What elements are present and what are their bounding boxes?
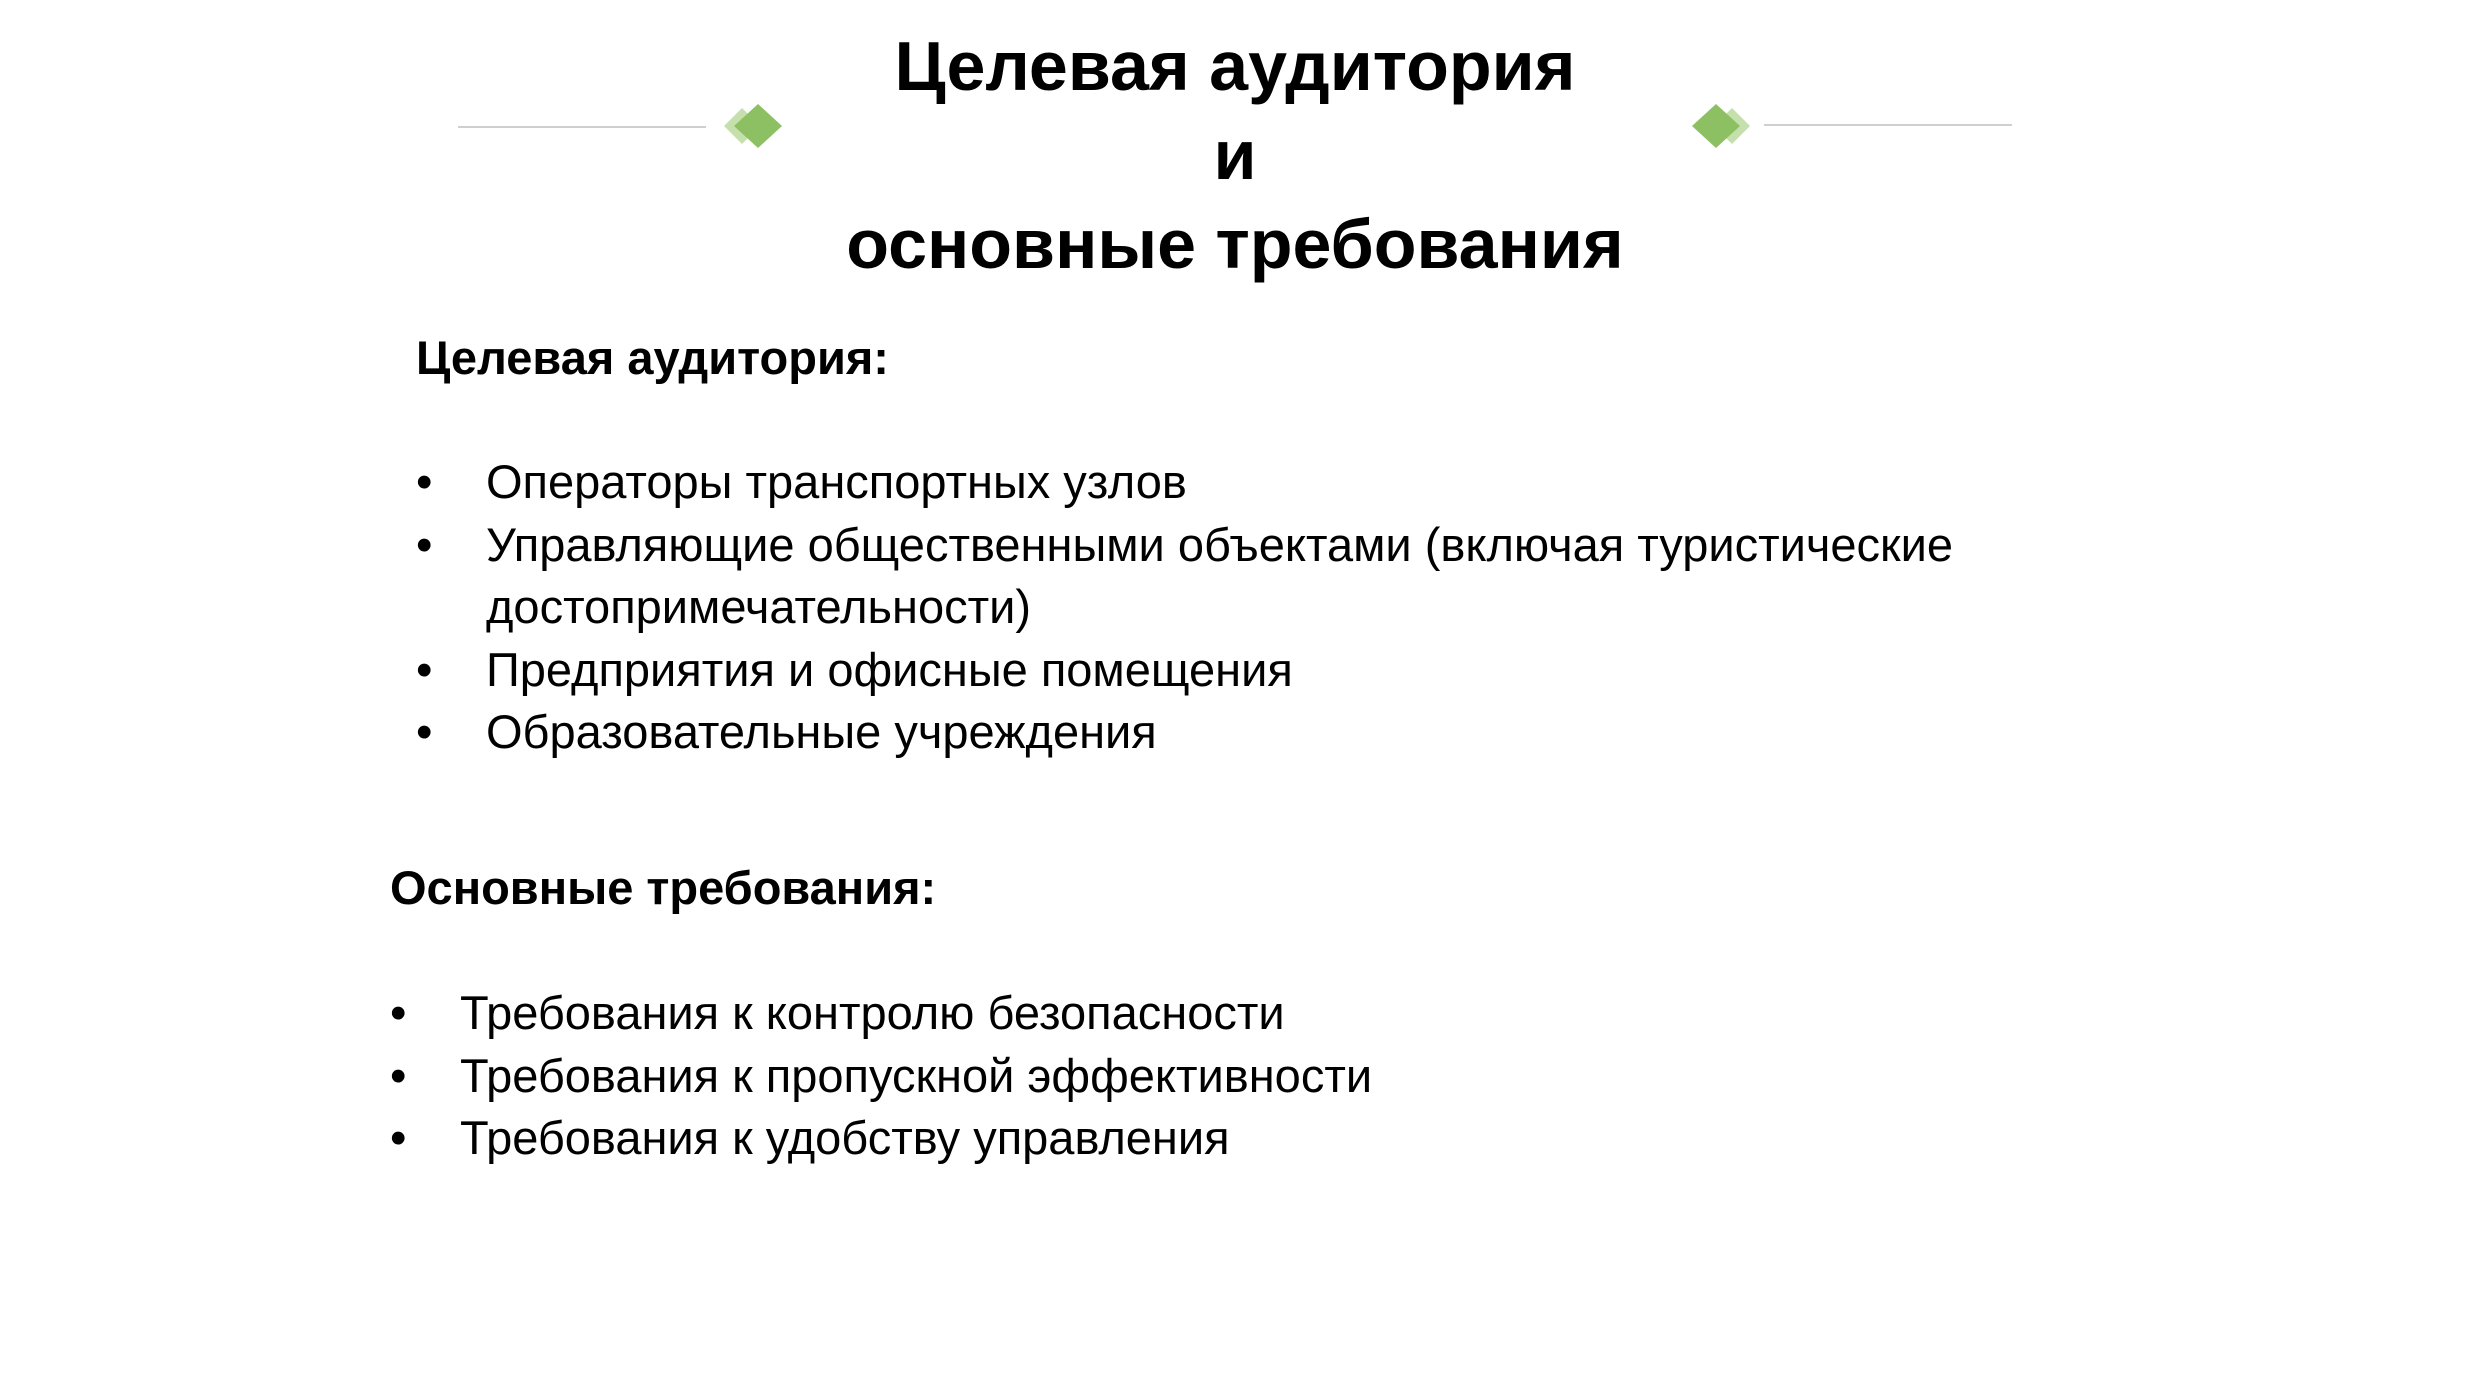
list-item-text: Требования к удобству управления	[460, 1111, 1230, 1164]
title-line: и	[1213, 116, 1257, 194]
title-line: Целевая аудитория	[894, 27, 1576, 105]
bullet-icon: •	[416, 455, 433, 508]
list-item	[390, 1107, 2190, 1170]
list-item	[390, 982, 2190, 1045]
list-item-text: Предприятия и офисные помещения	[486, 642, 1293, 696]
right-divider-line	[1764, 124, 2012, 126]
slide-title	[785, 22, 1685, 289]
requirements-heading: Основные требования:	[390, 861, 937, 914]
bullet-icon: •	[390, 1048, 407, 1102]
list-item-continuation	[416, 576, 2216, 639]
audience-list	[416, 451, 2216, 764]
list-item	[416, 451, 2216, 514]
diamond-decoration-icon	[1672, 102, 1762, 152]
list-item-text: Управляющие общественными объектами (включая туристические	[486, 517, 1954, 571]
list-item-text: Требования к контролю безопасности	[460, 986, 1285, 1039]
bullet-icon: •	[416, 705, 433, 758]
title-line: основные требования	[846, 205, 1624, 283]
requirements-list	[390, 982, 2190, 1170]
list-item-text: достопримечательности)	[486, 580, 1032, 633]
list-item-text: Операторы транспортных узлов	[486, 455, 1187, 508]
bullet-icon: •	[416, 642, 433, 696]
left-divider-line	[458, 126, 706, 128]
list-item-text: Образовательные учреждения	[486, 705, 1157, 758]
list-item	[390, 1045, 2190, 1108]
list-item	[416, 514, 2216, 577]
bullet-icon: •	[416, 517, 433, 571]
list-item	[416, 701, 2216, 764]
list-item	[416, 639, 2216, 702]
bullet-icon: •	[390, 986, 407, 1039]
audience-heading: Целевая аудитория:	[416, 331, 889, 384]
bullet-icon: •	[390, 1111, 407, 1164]
list-item-text: Требования к пропускной эффективности	[460, 1048, 1373, 1102]
